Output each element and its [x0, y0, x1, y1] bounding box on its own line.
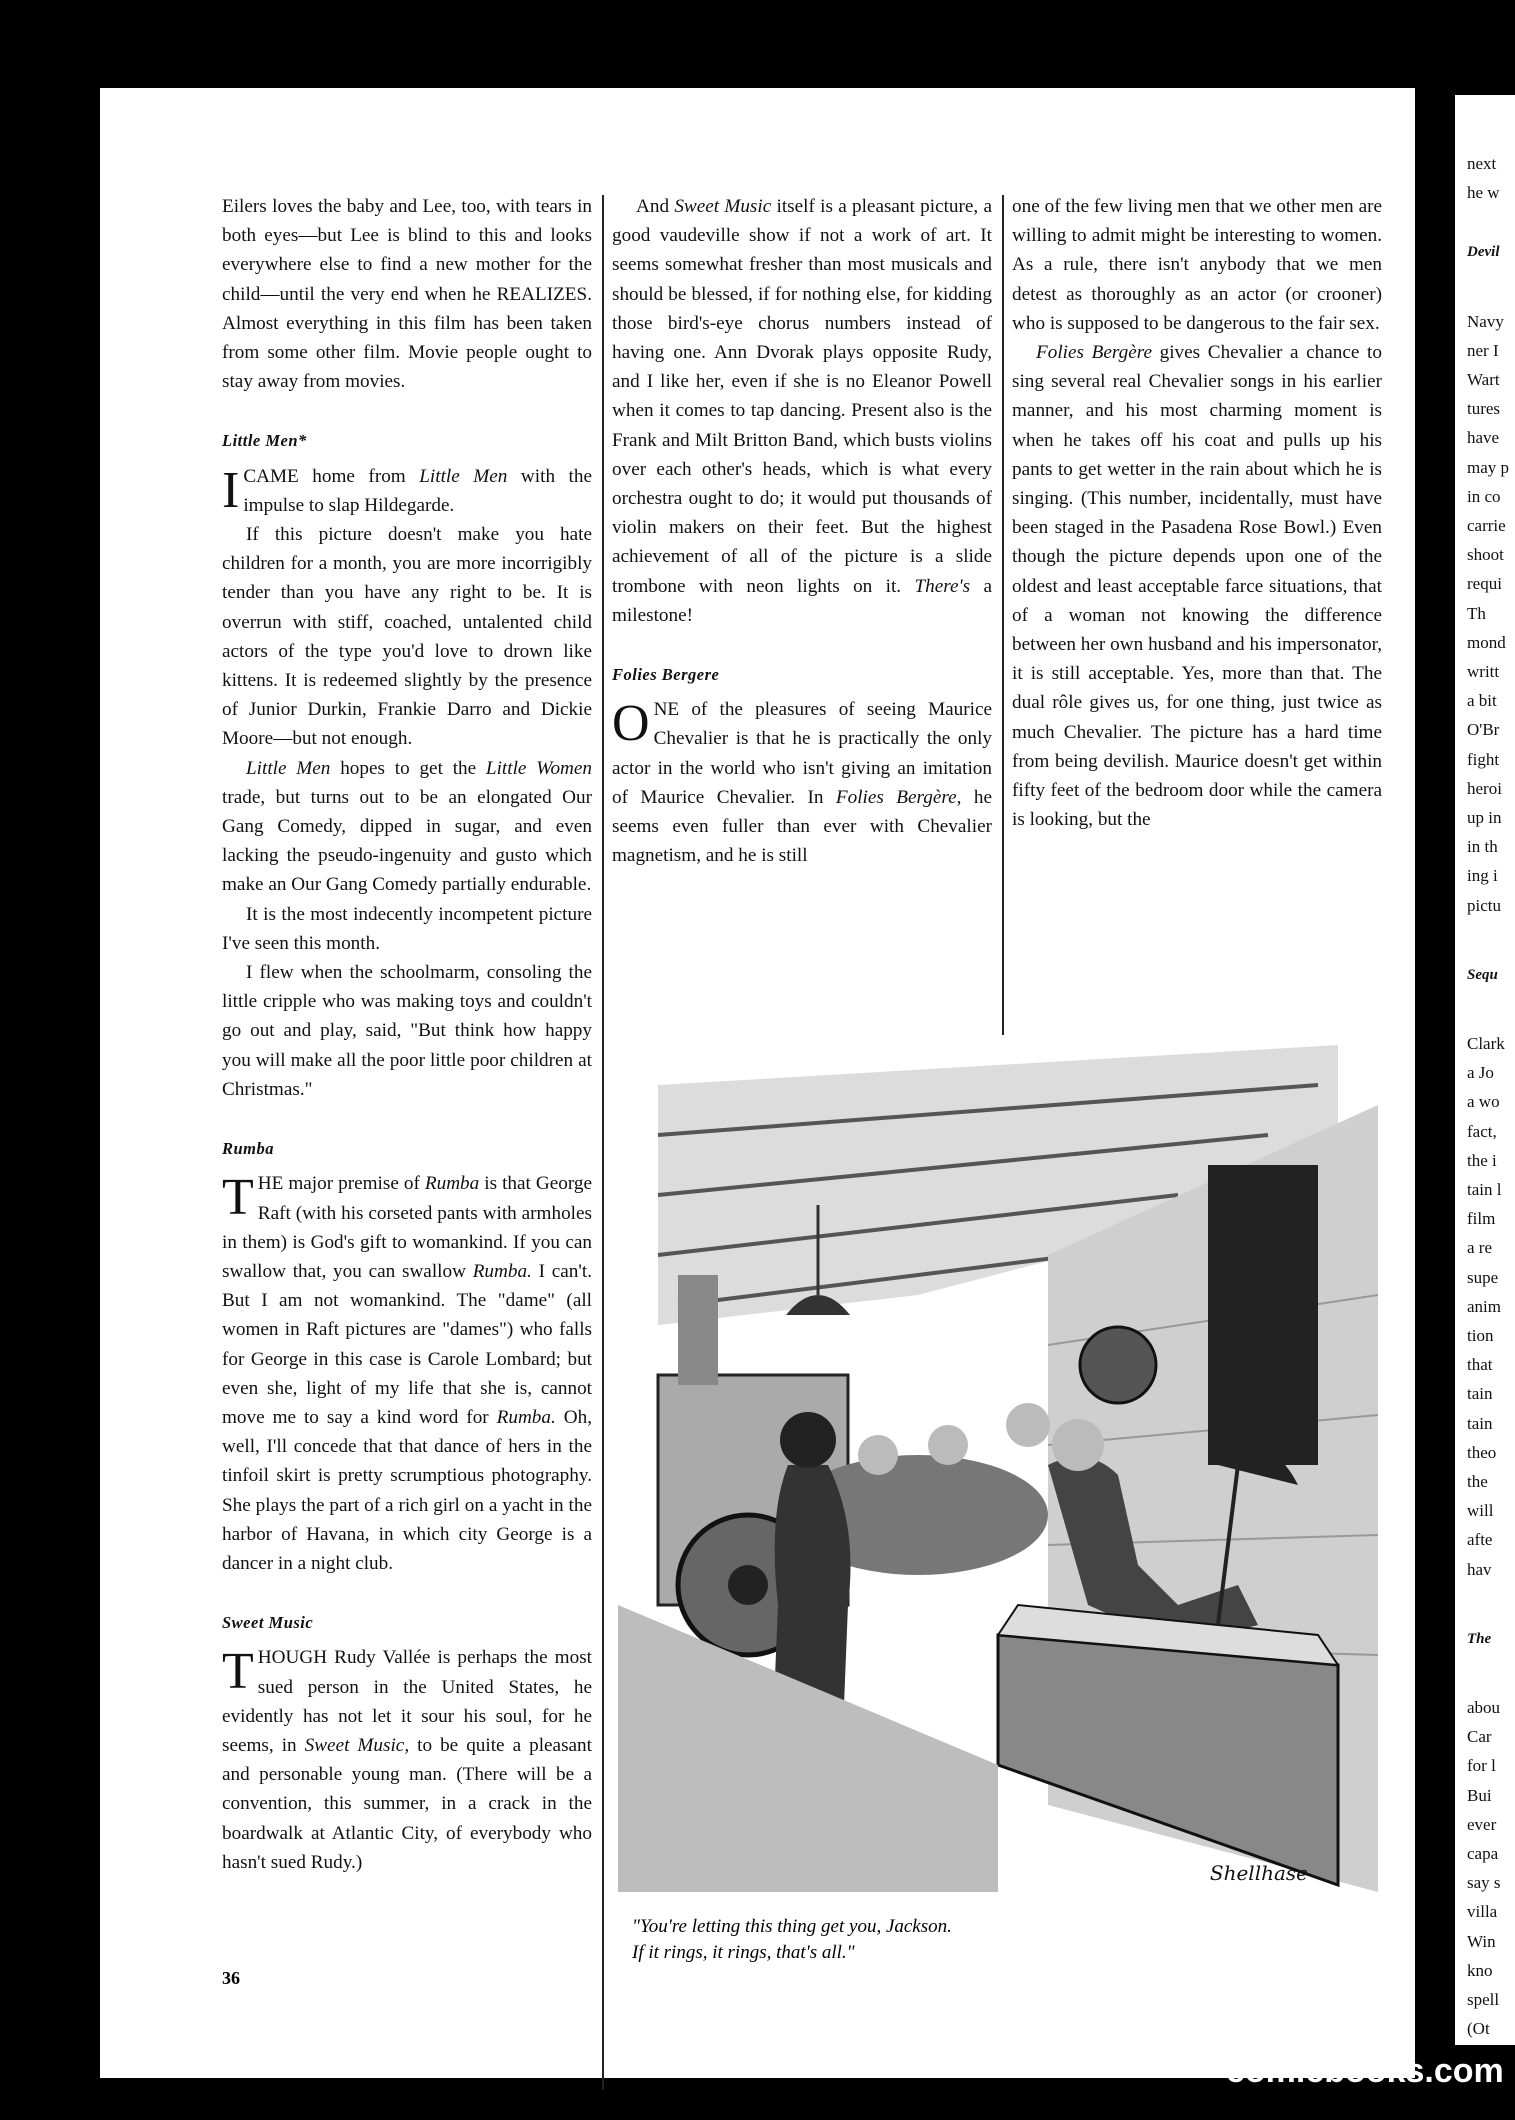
paragraph — [612, 192, 992, 630]
facing-page-fragment: tain l — [1467, 1180, 1502, 1199]
facing-page-fragment: afte — [1467, 1530, 1493, 1550]
facing-page-fragment: ner I — [1467, 340, 1499, 360]
illustration-caption — [632, 1914, 1352, 1966]
facing-page-fragment: (Ot — [1467, 2019, 1490, 2039]
text-run: with the impulse to slap Hildegarde. — [243, 465, 593, 516]
text-run: to be quite a pleasant and personable young man. (There will be a convention, this summer, in a crack in the boardwalk at Atlantic City, of everybody who hasn't sued Rudy.) — [222, 1734, 592, 1873]
facing-page-fragment: tain — [1467, 1413, 1493, 1433]
facing-page-fragment: abou — [1467, 1698, 1501, 1717]
facing-page-fragment: Clark — [1467, 1034, 1505, 1053]
facing-page-fragment: supe — [1467, 1267, 1499, 1287]
paragraph — [222, 1643, 592, 1877]
facing-page-fragment: The — [1467, 1630, 1492, 1647]
facing-page-fragment: writt — [1467, 662, 1500, 681]
text-run: trade, but turns out to be an elongated Our Gang Comedy, dipped in sugar, and even lacking the pseudo-ingenuity and gusto which make an Our Gang Comedy partially endurable. — [222, 786, 592, 896]
review-heading-sweet-music: Sweet Music — [222, 1613, 314, 1633]
firehouse-illustration — [618, 1045, 1378, 1892]
text-run: hopes to get the — [330, 757, 486, 779]
facing-page-fragment: that — [1467, 1355, 1493, 1375]
facing-page-fragment: will — [1467, 1501, 1494, 1521]
paragraph: It is the most indecently incompetent picture I've seen this month. — [222, 903, 592, 954]
facing-page-fragment: heroi — [1467, 778, 1502, 798]
facing-page-fragment: ing i — [1467, 866, 1498, 886]
caption-line: "You're letting this thing get you, Jackson. — [632, 1916, 952, 1937]
facing-page-fragment: mond — [1467, 632, 1506, 652]
film-title: Folies Bergère, — [835, 786, 962, 808]
page-number: 36 — [222, 1968, 240, 1988]
film-title: Little Men — [246, 757, 331, 779]
watermark: comicbooks.com — [1226, 2052, 1504, 2090]
paragraph — [222, 754, 592, 900]
facing-page-fragment: have — [1467, 428, 1500, 448]
drop-cap: T — [222, 1643, 254, 1701]
text-column-2 — [612, 192, 992, 870]
caption-line: If it rings, it rings, that's all." — [632, 1942, 855, 1963]
column-rule — [1002, 195, 1004, 1035]
paragraph: Eilers loves the baby and Lee, too, with tears in both eyes—but Lee is blind to this and looks everywhere else to find a new mother for the child—until the very end when he REALIZES. Almost everything in this film has been taken from some other film. Movie people ought to stay away from movies. — [222, 196, 592, 393]
facing-page-fragment: a re — [1467, 1238, 1493, 1258]
text-run: I can't. But I am not womankind. The "dame" (all women in Raft pictures are "dames") who falls for George in this case is Carole Lombard; but even she, light of my life that she is, cannot move me to say a kind word for — [222, 1260, 592, 1428]
facing-page-fragment: tion — [1467, 1326, 1494, 1345]
text-column-3 — [1012, 192, 1382, 834]
column-rule — [602, 195, 604, 2090]
text-run: HE major premise of — [257, 1173, 425, 1195]
text-run: gives Chevalier a chance to sing several real Chevalier songs in his earlier manner, and his most charming moment is when he takes off his coat and pulls up his pants to get wetter in the rain about which he is singing. (This number, incidentally, must have been staged in the Pasadena Rose Bowl.) Even though the picture depends upon one of the oldest and least acceptable farce situations, that of a woman not knowing the difference between her own husband and his impersonator, it is still acceptable. Yes, more than that. The dual rôle gives us, for one thing, just twice as much Chevalier. The picture has a hard time from being devilish. Maurice doesn't get within fifty feet of the bedroom door while the camera is looking, but the — [1012, 342, 1382, 831]
text-run: HOUGH Rudy Vallée is perhaps the most sued person in the United States, he evidently has not let it sour his soul, for he seems, in — [222, 1647, 592, 1756]
facing-page-fragment: Bui — [1467, 1785, 1492, 1805]
facing-page-fragment: hav — [1467, 1559, 1492, 1579]
film-title: Sweet Music — [674, 196, 772, 217]
text-run: is that George Raft (with his corseted pants with armholes in them) is God's gift to womankind. If you can swallow that, you can swallow — [222, 1173, 592, 1282]
facing-page-fragment: Sequ — [1467, 966, 1498, 983]
film-title: Rumba. — [472, 1260, 532, 1282]
text-run: he seems even fuller than ever with Chevalier magnetism, and he is still — [612, 786, 992, 867]
paragraph: I flew when the schoolmarm, consoling the little cripple who was making toys and couldn't go out and play, said, "But think how happy you will make all the poor little poor children at Christmas." — [222, 962, 592, 1100]
text-run: Oh, well, I'll concede that that dance of hers in the tinfoil skirt is pretty scrumptious photography. She plays the part of a rich girl on a yacht in the harbor of Havana, in which city George is a dancer in a night club. — [222, 1406, 592, 1574]
facing-page-fragment: pictu — [1467, 895, 1501, 915]
facing-page-fragment: Navy — [1467, 311, 1504, 331]
film-title: Rumba — [424, 1173, 480, 1195]
facing-page-fragment: Win — [1467, 1931, 1496, 1951]
facing-page-fragment: film — [1467, 1209, 1496, 1229]
review-heading-rumba: Rumba — [222, 1139, 275, 1159]
facing-page-fragment: spell — [1467, 1990, 1500, 2009]
drop-cap: I — [222, 461, 240, 519]
facing-page-fragment: Car — [1467, 1727, 1492, 1747]
facing-page-fragment: a wo — [1467, 1092, 1500, 1112]
facing-page-fragment: the — [1467, 1472, 1488, 1491]
film-title: Little Women — [485, 757, 593, 779]
facing-page-fragment: capa — [1467, 1844, 1499, 1863]
facing-page-fragment: Wart — [1467, 370, 1500, 389]
text-run: CAME home from — [243, 465, 420, 487]
text-run: itself is a pleasant picture, a good vaudeville show if not a work of art. It seems somewhat fresher than most musicals and should be blessed, if for nothing else, for kidding those bird's-eye chorus numbers instead of having one. Ann Dvorak plays opposite Rudy, and I like her, even if she is no Eleanor Powell when it comes to tap dancing. Present also is the Frank and Milt Britton Band, which busts violins over each other's heads, which is what every orchestra ought to do; it would put thousands of violin makers on their feet. But the highest achievement of all of the picture is a slide trombone with neon lights on it. — [612, 196, 992, 597]
facing-page-fragment: Devil — [1467, 244, 1500, 261]
facing-page-fragment: theo — [1467, 1442, 1497, 1462]
facing-page-fragment: fight — [1467, 749, 1500, 769]
facing-page-fragment: anim — [1467, 1296, 1501, 1316]
facing-page-fragment: in co — [1467, 486, 1501, 506]
facing-page-fragment: requi — [1467, 574, 1502, 594]
page-gutter — [1415, 60, 1455, 2120]
facing-page-fragment: fact, — [1467, 1121, 1497, 1141]
film-title: Sweet Music, — [304, 1734, 410, 1756]
text-run: And — [636, 196, 675, 217]
facing-page-fragment: shoot — [1467, 545, 1504, 565]
facing-page-fragment: ever — [1467, 1814, 1497, 1834]
film-title: Little Men — [419, 465, 508, 487]
facing-page-fragment: up in — [1467, 808, 1502, 827]
review-heading-folies-bergere: Folies Bergere — [612, 665, 720, 685]
paragraph — [612, 695, 992, 870]
drop-cap: O — [612, 695, 650, 753]
facing-page-fragment: he w — [1467, 183, 1500, 203]
paragraph: one of the few living men that we other men are willing to admit might be interesting to women. As a rule, there isn't anybody that we men detest as thoroughly as an actor (or crooner) who is supposed to be dangerous to the fair sex. — [1012, 196, 1382, 334]
facing-page-fragment: for l — [1467, 1756, 1496, 1776]
facing-page-fragment: in th — [1467, 837, 1498, 857]
emphasis: There's — [914, 575, 971, 597]
facing-page-fragment: may p — [1467, 457, 1510, 477]
paragraph — [1012, 338, 1382, 834]
facing-page-edge — [1455, 95, 1515, 2045]
facing-page-fragment: O'Br — [1467, 720, 1500, 740]
facing-page-fragment: tain — [1467, 1384, 1493, 1404]
text-column-1 — [222, 192, 592, 1877]
facing-page-fragment: a Jo — [1467, 1063, 1494, 1083]
facing-page-fragment: a bit — [1467, 691, 1497, 711]
text-run: a milestone! — [612, 575, 992, 626]
review-heading-little-men: Little Men* — [222, 431, 307, 451]
facing-page-fragment: carrie — [1467, 516, 1506, 535]
film-title: Rumba. — [496, 1406, 556, 1428]
text-run: NE of the pleasures of seeing Maurice Chevalier is that he is practically the only actor in the world who isn't giving an imitation of Maurice Chevalier. In — [612, 699, 992, 808]
artist-signature: Shellhase — [1209, 1861, 1308, 1885]
paragraph: If this picture doesn't make you hate children for a month, you are more incorrigibly tender than you have any right to be. It is overrun with stiff, coached, untalented child actors of the type you'd love to drown like kittens. It is redeemed slightly by the presence of Junior Durkin, Frankie Darro and Dickie Moore—but not enough. — [222, 524, 592, 750]
film-title: Folies Bergère — [1036, 342, 1152, 364]
drop-cap: T — [222, 1169, 254, 1227]
facing-page-fragment: say s — [1467, 1873, 1501, 1893]
facing-page-fragment: villa — [1467, 1902, 1498, 1922]
facing-page-fragment: kno — [1467, 1960, 1493, 1980]
facing-page-fragment: next — [1467, 154, 1497, 173]
paragraph — [222, 1169, 592, 1578]
paragraph — [222, 462, 592, 520]
facing-page-fragment: the i — [1467, 1150, 1497, 1170]
facing-page-fragment: Th — [1467, 603, 1486, 623]
facing-page-fragment: tures — [1467, 399, 1501, 419]
